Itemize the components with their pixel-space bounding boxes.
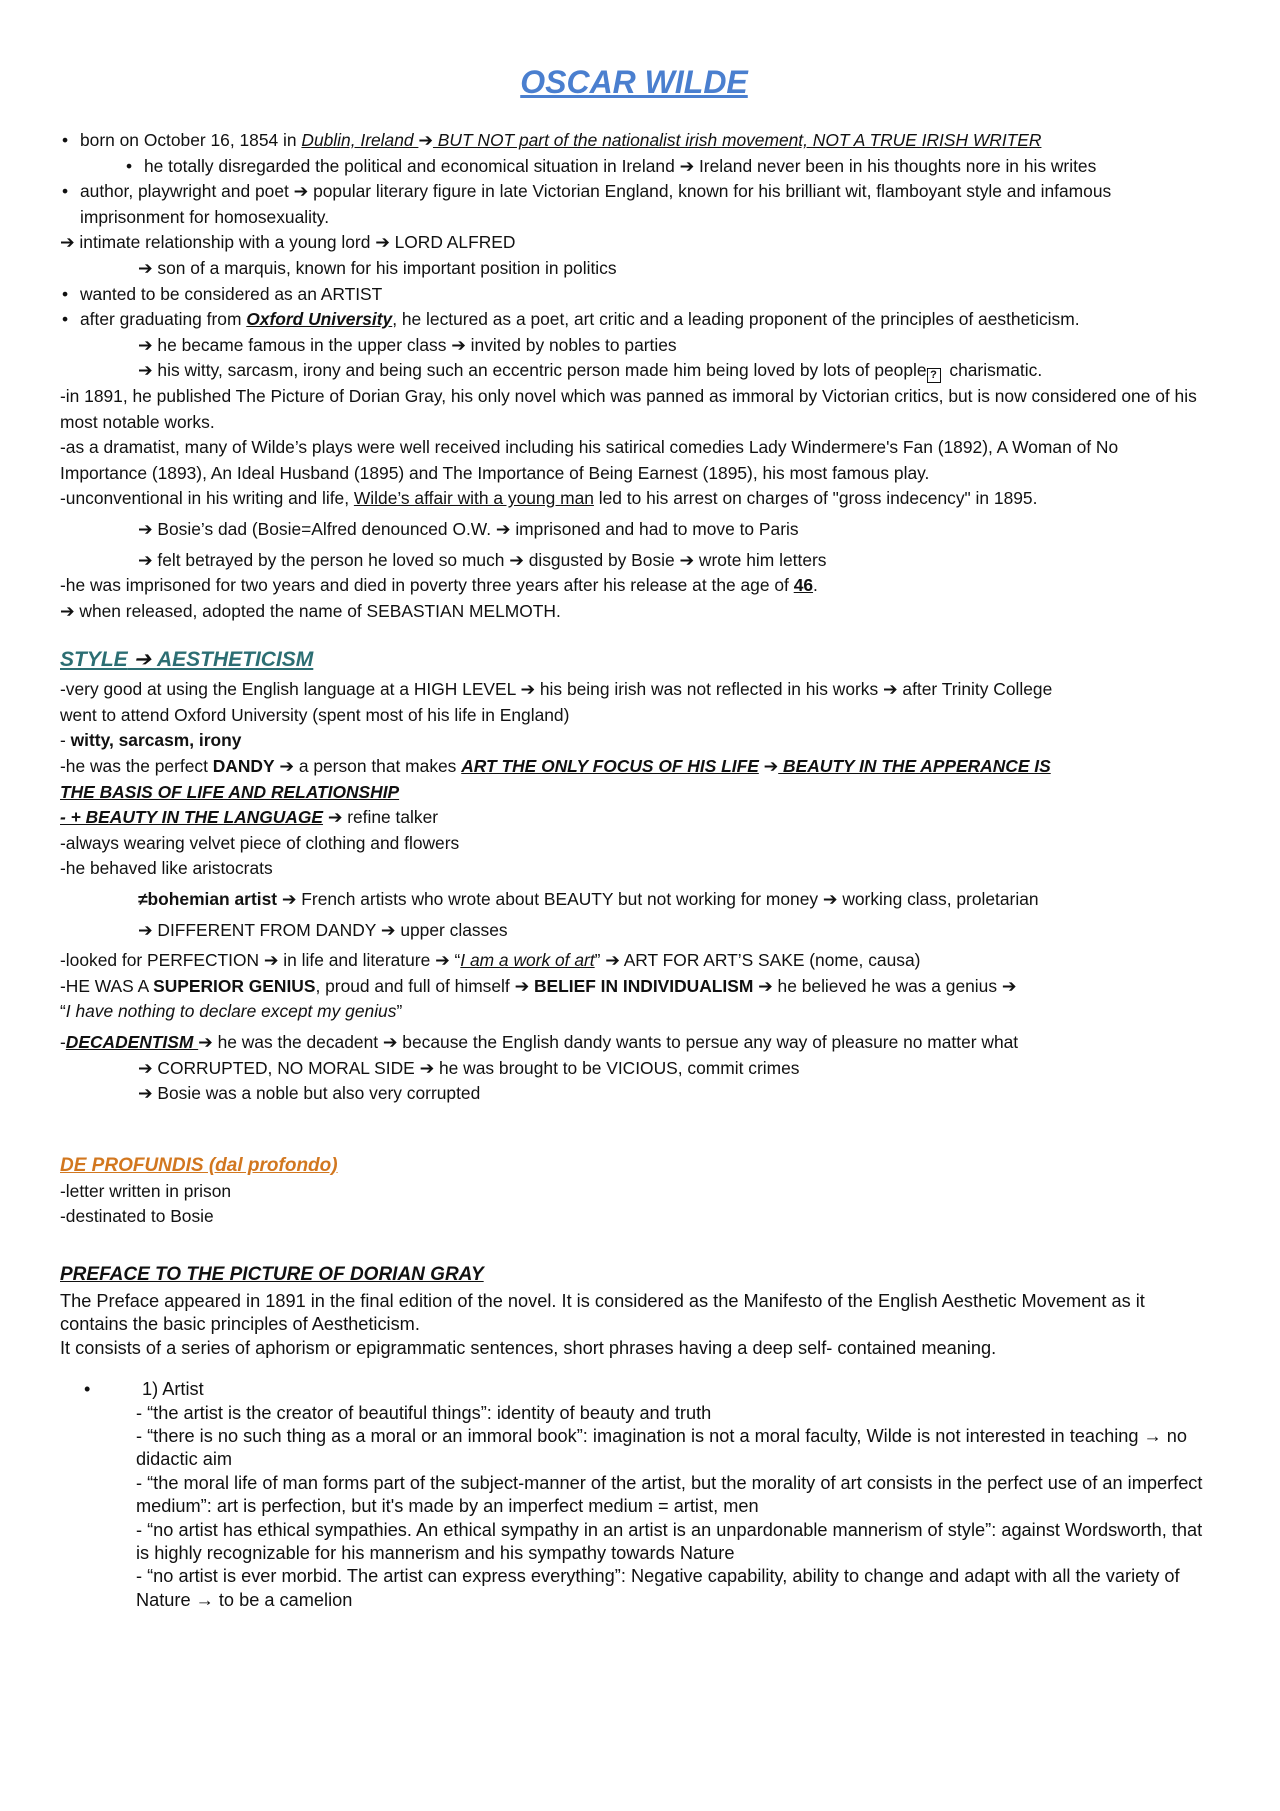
bio-line-melmoth: ➔ when released, adopted the name of SEBASTIAN MELMOTH. [60, 600, 561, 621]
style-section [60, 646, 1208, 1107]
style-line-perfection: -looked for PERFECTION ➔ in life and literature ➔ “I am a work of art” ➔ ART FOR ART’S SAKE (nome, causa) [60, 950, 921, 971]
style-line-velvet: -always wearing velvet piece of clothing and flowers [60, 832, 460, 853]
style-line-corrupted: ➔ CORRUPTED, NO MORAL SIDE ➔ he was brought to be VICIOUS, commit crimes [138, 1057, 800, 1078]
arrow-right-icon: ➔ [127, 648, 157, 672]
preface-section [60, 1262, 1208, 1612]
bio-line-arrest: -unconventional in his writing and life, Wilde’s affair with a young man led to his arrest on charges of "gross indecency" in 1895. [60, 488, 1038, 509]
preface-heading: PREFACE TO THE PICTURE OF DORIAN GRAY [60, 1263, 484, 1285]
style-line-different: ➔ DIFFERENT FROM DANDY ➔ upper classes [138, 919, 508, 940]
list-item-point-5: - “no artist is ever morbid. The artist can express everything”: Negative capability, ability to change and adapt with all the variety of Nature → to be a camelion [136, 1566, 1180, 1610]
style-line-quote: “I have nothing to declare except my genius” [60, 1001, 403, 1022]
style-line-basis: THE BASIS OF LIFE AND RELATIONSHIP [60, 781, 400, 802]
bio-line-oxford: • after graduating from Oxford University, he lectured as a poet, art critic and a leading proponent of the principles of aestheticism. [60, 307, 1208, 333]
style-line-oxford: went to attend Oxford University (spent most of his life in England) [60, 704, 570, 725]
style-line-dandy: -he was the perfect DANDY ➔ a person that makes ART THE ONLY FOCUS OF HIS LIFE ➔ BEAUTY IN THE APPERANCE IS [60, 756, 1051, 777]
style-line-bohemian: ≠bohemian artist ➔ French artists who wrote about BEAUTY but not working for money ➔ working class, proletarian [138, 889, 1039, 910]
deprofundis-line-bosie: -destinated to Bosie [60, 1206, 214, 1227]
bio-line-ireland: • he totally disregarded the political and economical situation in Ireland ➔ Ireland never been in his thoughts nore in his writes [60, 154, 1208, 180]
bio-line-relationship: ➔ intimate relationship with a young lord ➔ LORD ALFRED [60, 232, 516, 253]
preface-paragraph-1: The Preface appeared in 1891 in the final edition of the novel. It is considered as the Manifesto of the English Aesthetic Movement as it contains the basic principles of Aestheticism. [60, 1290, 1145, 1335]
bio-line-dramatist: -as a dramatist, many of Wilde’s plays were well received including his satirical comedies Lady Windermere's Fan (1892), A Woman of No Importance (1893), An Ideal Husband (1895) and The Importance of Being Earnest (1895), his most famous play. [60, 437, 1119, 483]
list-item-point-1: - “the artist is the creator of beautiful things”: identity of beauty and truth [136, 1402, 712, 1423]
bio-line-dorian-gray: -in 1891, he published The Picture of Dorian Gray, his only novel which was panned as immoral by Victorian critics, but is now considered one of his most notable works. [60, 385, 1197, 432]
bio-line-imprisoned: -he was imprisoned for two years and died in poverty three years after his release at the age of 46. [60, 575, 818, 596]
style-line-genius: -HE WAS A SUPERIOR GENIUS, proud and full of himself ➔ BELIEF IN INDIVIDUALISM ➔ he believed he was a genius ➔ [60, 975, 1017, 996]
preface-list [60, 1378, 1208, 1612]
list-item-point-4: - “no artist has ethical sympathies. An ethical sympathy in an artist is an unpardonable mannerism of style”: against Wordsworth, that is highly recognizable for his mannerism and his sympathy towards Nature [136, 1519, 1203, 1564]
bio-line-bosie-dad: ➔ Bosie’s dad (Bosie=Alfred denounced O.W. ➔ imprisoned and had to move to Paris [138, 518, 799, 539]
arrow-right-icon: ➔ [418, 130, 433, 150]
style-line-bosie-noble: ➔ Bosie was a noble but also very corrupted [138, 1083, 481, 1104]
list-item-artist: 1) Artist [142, 1379, 204, 1400]
dublin-link-text: Dublin, Ireland [301, 130, 419, 150]
deprofundis-line-letter: -letter written in prison [60, 1180, 232, 1201]
document-title: OSCAR WILDE [520, 64, 748, 100]
style-line-beauty-language: - + BEAUTY IN THE LANGUAGE ➔ refine talker [60, 807, 439, 828]
bio-line-betrayed: ➔ felt betrayed by the person he loved so much ➔ disgusted by Bosie ➔ wrote him letters [138, 549, 827, 570]
style-line-witty: - witty, sarcasm, irony [60, 730, 242, 751]
deprofundis-heading: DE PROFUNDIS (dal profondo) [60, 1154, 338, 1176]
list-item-point-3: - “the moral life of man forms part of the subject-manner of the artist, but the morality of art consists in the perfect use of an imperfect medium”: art is perfection, but it's made by an imperfect medium = artist, men [136, 1472, 1203, 1517]
style-line-aristocrats: -he behaved like aristocrats [60, 858, 273, 879]
style-heading: STYLE ➔ AESTHETICISM [60, 648, 314, 672]
bullet-icon: • [84, 1379, 91, 1400]
deprofundis-section [60, 1153, 1208, 1230]
bio-line-famous: ➔ he became famous in the upper class ➔ invited by nobles to parties [138, 334, 677, 355]
style-line-language: -very good at using the English language at a HIGH LEVEL ➔ his being irish was not reflected in his works ➔ after Trinity College [60, 679, 1053, 700]
list-item-point-2: - “there is no such thing as a moral or an immoral book”: imagination is not a moral faculty, Wilde is not interested in teaching → no didactic aim [136, 1426, 1187, 1470]
preface-paragraph-2: It consists of a series of aphorism or epigrammatic sentences, short phrases having a deep self- contained meaning. [60, 1337, 997, 1358]
bio-line-marquis: ➔ son of a marquis, known for his important position in politics [138, 257, 617, 278]
bio-line-author: • author, playwright and poet ➔ popular literary figure in late Victorian England, known for his brilliant wit, flamboyant style and infamous imprisonment for homosexuality. [60, 179, 1208, 230]
bio-line-artist: • wanted to be considered as an ARTIST [60, 282, 1208, 308]
bio-line-birth: • born on October 16, 1854 in Dublin, Ireland ➔ BUT NOT part of the nationalist irish movement, NOT A TRUE IRISH WRITER [60, 128, 1208, 154]
bio-line-charismatic: ➔ his witty, sarcasm, irony and being such an eccentric person made him being loved by lots of people ? charismatic. [138, 360, 1043, 382]
style-line-decadentism: -DECADENTISM ➔ he was the decadent ➔ because the English dandy wants to persue any way of pleasure no matter what [60, 1032, 1019, 1052]
question-box-icon: ? [927, 368, 941, 383]
biography-section [60, 128, 1208, 624]
